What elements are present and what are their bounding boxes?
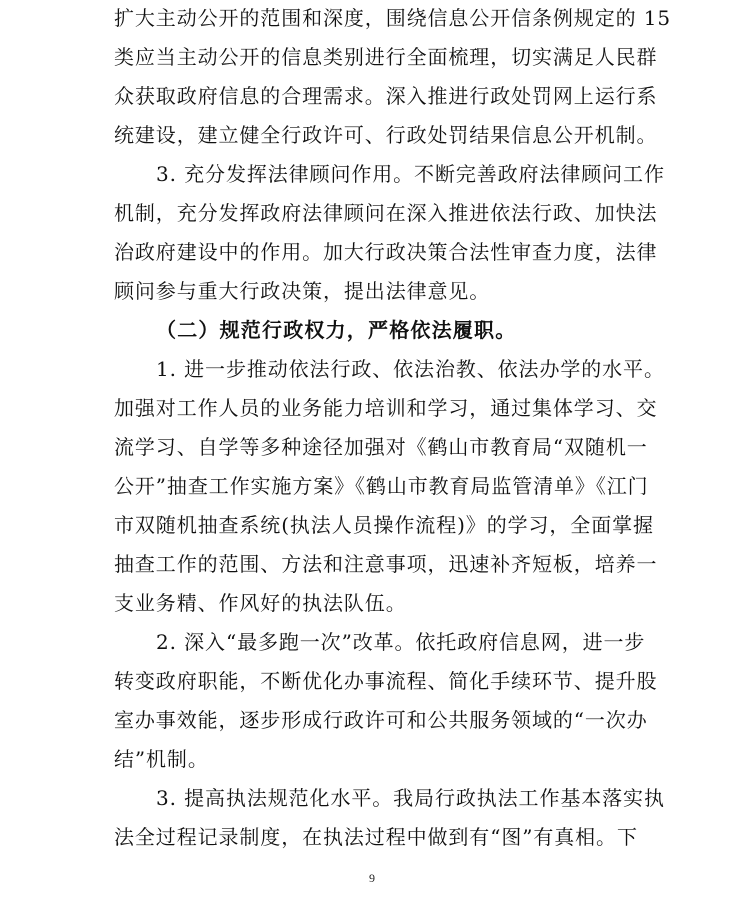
page-number: 9 bbox=[369, 871, 375, 885]
paragraph-line: 市双随机抽查系统(执法人员操作流程)》的学习，全面掌握 bbox=[114, 513, 654, 537]
paragraph-line: 扩大主动公开的范围和深度，围绕信息公开信条例规定的 15 bbox=[114, 6, 672, 30]
paragraph-line: 类应当主动公开的信息类别进行全面梳理，切实满足人民群 bbox=[114, 45, 658, 69]
paragraph-line: 众获取政府信息的合理需求。深入推进行政处罚网上运行系 bbox=[114, 84, 658, 108]
section-heading: （二）规范行政权力，严格依法履职。 bbox=[156, 318, 517, 342]
paragraph-line: 统建设，建立健全行政许可、行政处罚结果信息公开机制。 bbox=[114, 123, 658, 147]
paragraph-line: 2. 深入“最多跑一次”改革。依托政府信息网，进一步 bbox=[156, 630, 646, 654]
paragraph-line: 治政府建设中的作用。加大行政决策合法性审查力度，法律 bbox=[114, 240, 658, 264]
paragraph-line: 机制，充分发挥政府法律顾问在深入推进依法行政、加快法 bbox=[114, 201, 658, 225]
paragraph-line: 3. 提高执法规范化水平。我局行政执法工作基本落实执 bbox=[156, 786, 665, 810]
paragraph-line: 加强对工作人员的业务能力培训和学习，通过集体学习、交 bbox=[114, 396, 658, 420]
paragraph-line: 室办事效能，逐步形成行政许可和公共服务领域的“一次办 bbox=[114, 708, 648, 732]
paragraph-line: 支业务精、作风好的执法队伍。 bbox=[114, 591, 407, 615]
paragraph-line: 3. 充分发挥法律顾问作用。不断完善政府法律顾问工作 bbox=[156, 162, 665, 186]
paragraph-line: 转变政府职能，不断优化办事流程、简化手续环节、提升股 bbox=[114, 669, 658, 693]
paragraph-line: 流学习、自学等多种途径加强对《鹤山市教育局“双随机一 bbox=[114, 435, 648, 459]
paragraph-line: 1. 进一步推动依法行政、依法治教、依法办学的水平。 bbox=[156, 357, 665, 381]
paragraph-line: 结”机制。 bbox=[114, 747, 209, 771]
paragraph-line: 法全过程记录制度，在执法过程中做到有“图”有真相。下 bbox=[114, 825, 638, 849]
paragraph-line: 抽查工作的范围、方法和注意事项，迅速补齐短板，培养一 bbox=[114, 552, 658, 576]
paragraph-line: 公开”抽查工作实施方案》《鹤山市教育局监管清单》《江门 bbox=[114, 474, 649, 498]
paragraph-line: 顾问参与重大行政决策，提出法律意见。 bbox=[114, 279, 491, 303]
